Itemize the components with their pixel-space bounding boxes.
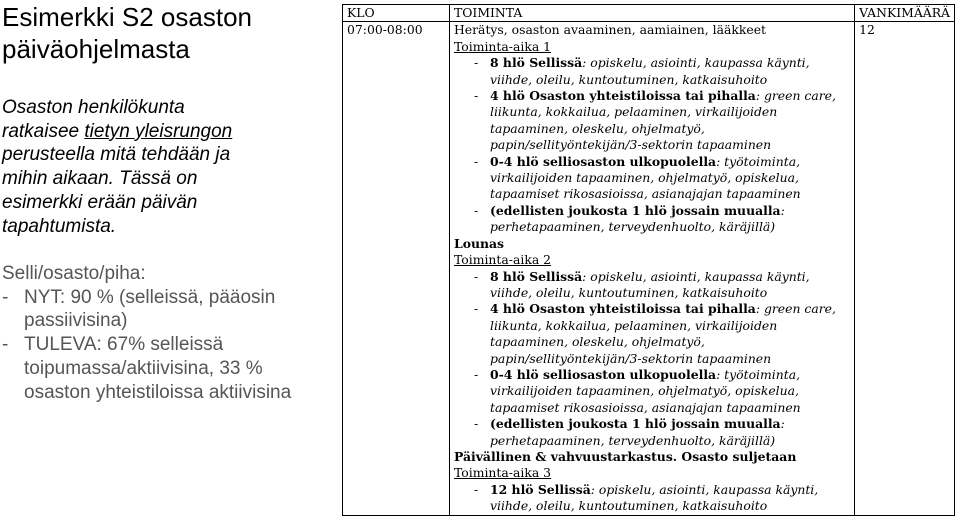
intro-text-part: ratkaisee <box>2 120 85 142</box>
item-lead: 0-4 hlö selliosaston ulkopuolella <box>490 366 717 382</box>
intro-underlined-text: tietyn yleisrungon <box>84 120 233 142</box>
left-panel <box>0 0 320 525</box>
intro-line: Osaston henkilökunta <box>2 97 185 118</box>
intro-line: esimerkki erään päivän <box>2 191 198 213</box>
stats-item-text: NYT: 90 % (selleissä, pääosin passiivisina) <box>24 286 276 332</box>
dinner-label: Päivällinen & vahvuustarkastus. Osasto suljetaan <box>454 448 797 464</box>
intro-line <box>2 120 312 144</box>
item-rest: : green care, liikunta, kokkailua, pelaaminen, virkailijoiden tapaaminen, oleskelu, ohjelmatyö, papin/sellityöntekijän/3-sektorin tapaaminen <box>490 301 836 366</box>
stats-item-text: TULEVA: 67% selleissä toipumassa/aktiivisina, 33 % osaston yhteistiloissa aktiivisina <box>24 334 292 403</box>
title-line-2: päiväohjelmasta <box>2 34 190 64</box>
stats-section <box>2 262 312 404</box>
block3-item-1: - 12 hlö Sellissä: opiskelu, asiointi, kaupassa käynti, viihde, oleilu, kuntoutuminen, katkaisuhoito <box>474 481 819 514</box>
item-lead: 12 hlö Sellissä <box>490 481 591 497</box>
stats-item-future <box>2 333 312 404</box>
item-rest: : opiskelu, asiointi, kaupassa käynti, viihde, oleilu, kuntoutuminen, katkaisuhoito <box>490 55 810 87</box>
block1-item-4: - (edellisten joukosta 1 hlö jossain muualla: perhetapaaminen, terveydenhuolto, käräjillä) <box>474 202 785 235</box>
block1-item-3: - 0-4 hlö selliosaston ulkopuolella: työtoiminta, virkailijoiden tapaaminen, ohjelmatyö, opiskelua, tapaamiset rikosasioissa, asianajajan tapaaminen <box>474 153 801 202</box>
stats-title: Selli/osasto/piha: <box>2 263 146 284</box>
list-dash: - <box>2 286 9 308</box>
lunch-label: Lounas <box>454 235 504 251</box>
stats-item-now <box>2 286 312 333</box>
activity-cell <box>450 22 855 515</box>
block1-item-2: - 4 hlö Osaston yhteistiloissa tai pihalla: green care, liikunta, kokkailua, pelaaminen, virkailijoiden tapaaminen, oleskelu, ohjelmatyö, papin/sellityöntekijän/3-sektorin tapaaminen <box>474 88 836 153</box>
page-title <box>2 1 312 65</box>
item-lead: 8 hlö Sellissä <box>490 55 583 71</box>
block2-item-4: - (edellisten joukosta 1 hlö jossain muualla: perhetapaaminen, terveydenhuolto, käräjillä) <box>474 416 785 448</box>
intro-line: mihin aikaan. Tässä on <box>2 168 198 190</box>
block2-item-2: - 4 hlö Osaston yhteistiloissa tai pihalla: green care, liikunta, kokkailua, pelaaminen, virkailijoiden tapaaminen, oleskelu, ohjelmatyö, papin/sellityöntekijän/3-sektorin tapaaminen <box>474 301 836 366</box>
block2-item-1: - 8 hlö Sellissä: opiskelu, asiointi, kaupassa käynti, viihde, oleilu, kuntoutuminen, katkaisuhoito <box>474 268 810 300</box>
time-cell: 07:00-08:00 <box>343 22 450 515</box>
item-lead: 8 hlö Sellissä <box>490 268 583 284</box>
item-rest: : green care, liikunta, kokkailua, pelaaminen, virkailijoiden tapaaminen, oleskelu, ohjelmatyö, papin/sellityöntekijän/3-sektorin tapaaminen <box>490 88 836 153</box>
item-lead: 4 hlö Osaston yhteistiloissa tai pihalla <box>490 301 756 317</box>
item-rest: : perhetapaaminen, terveydenhuolto, käräjillä) <box>490 202 785 235</box>
item-rest: : opiskelu, asiointi, kaupassa käynti, viihde, oleilu, kuntoutuminen, katkaisuhoito <box>490 481 819 514</box>
headline: Herätys, osaston avaaminen, aamiainen, lääkkeet <box>454 22 767 38</box>
block3-label: Toiminta-aika 3 <box>454 465 552 481</box>
item-rest: : työtoiminta, virkailijoiden tapaaminen, ohjelmatyö, opiskelua, tapaamiset rikosasioissa, asianajajan tapaaminen <box>490 366 801 415</box>
block2-item-3: - 0-4 hlö selliosaston ulkopuolella: työtoiminta, virkailijoiden tapaaminen, ohjelmatyö, opiskelua, tapaamiset rikosasioissa, asianajajan tapaaminen <box>474 366 801 415</box>
item-rest: : opiskelu, asiointi, kaupassa käynti, viihde, oleilu, kuntoutuminen, katkaisuhoito <box>490 268 810 300</box>
item-lead: (edellisten joukosta 1 hlö jossain muualla <box>490 202 781 218</box>
item-rest: : perhetapaaminen, terveydenhuolto, käräjillä) <box>490 416 785 448</box>
block1-label: Toiminta-aika 1 <box>454 38 552 54</box>
item-rest: : työtoiminta, virkailijoiden tapaaminen, ohjelmatyö, opiskelua, tapaamiset rikosasioissa, asianajajan tapaaminen <box>490 153 801 202</box>
intro-line: perusteella mitä tehdään ja <box>2 144 231 166</box>
item-lead: (edellisten joukosta 1 hlö jossain muualla <box>490 416 781 432</box>
item-lead: 4 hlö Osaston yhteistiloissa tai pihalla <box>490 88 756 104</box>
list-dash: - <box>2 334 9 356</box>
title-line-1: Esimerkki S2 osaston <box>2 2 252 32</box>
header-vankimaara: VANKIMÄÄRÄ <box>855 5 955 22</box>
header-toiminta: TOIMINTA <box>450 5 855 22</box>
table-header-row <box>343 5 955 22</box>
count-cell: 12 <box>855 22 955 515</box>
table-row <box>343 22 955 515</box>
block1-item-1: - 8 hlö Sellissä: opiskelu, asiointi, kaupassa käynti, viihde, oleilu, kuntoutuminen, katkaisuhoito <box>474 55 810 87</box>
item-lead: 0-4 hlö selliosaston ulkopuolella <box>490 153 717 169</box>
intro-line: tapahtumista. <box>2 215 117 237</box>
intro-text <box>2 96 312 238</box>
schedule-table <box>342 4 955 516</box>
block2-label: Toiminta-aika 2 <box>454 252 552 268</box>
header-klo: KLO <box>343 5 450 22</box>
